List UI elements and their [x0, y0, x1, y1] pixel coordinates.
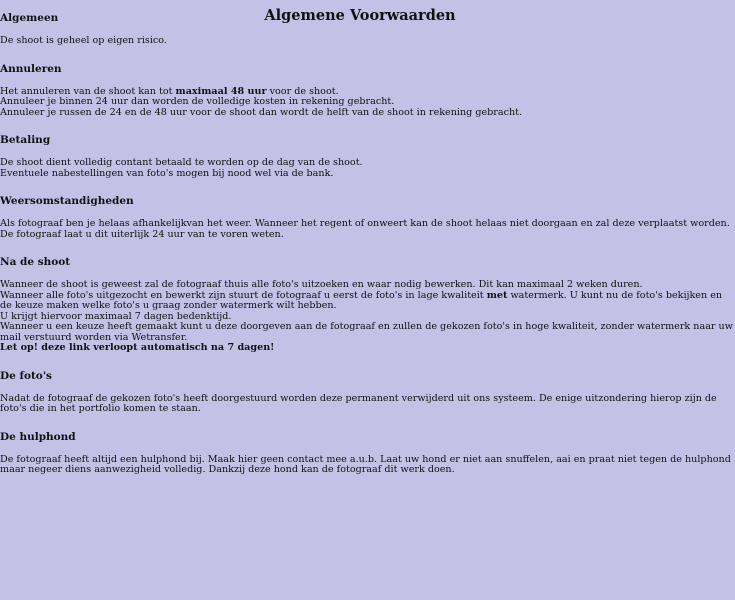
section-heading: Algemeen: [0, 12, 59, 24]
section-text: [0, 394, 733, 415]
section-heading: De foto's: [0, 369, 52, 382]
section-text: [0, 280, 733, 354]
section-text: [0, 158, 733, 179]
text-run: Eventuele nabestellingen van foto's mogen bij nood wel via de bank.: [0, 167, 334, 179]
page-title: Algemene Voorwaarden: [264, 7, 456, 24]
text-run: Als fotograaf ben je helaas afhankelijkvan het weer. Wanneer het regent of onweert kan de shoot helaas niet doorgaan en zal deze verplaatst worden. De fotograaf laat u dit uiterlijk 24 uur van te voren weten.: [0, 218, 730, 240]
emphasis-text: Let op! deze link verloopt automatisch na 7 dagen!: [0, 342, 275, 353]
text-run: De shoot dient volledig contant betaald te worden op de dag van de shoot.: [0, 157, 363, 168]
text-run: Annuleer je russen de 24 en de 48 uur voor de shoot dan wordt de helft van de shoot in rekening gebracht.: [0, 106, 523, 118]
text-run: voor de shoot.: [266, 85, 339, 97]
text-run: De fotograaf heeft altijd een hulphond bij. Maak hier geen contact mee a.u.b. Laat uw hond er niet aan snuffelen, aai en praat niet tegen de hulphond maar negeer diens aanwezigheid volledig. Dankzij deze hond kan de fotograaf dit werk doen.: [0, 453, 731, 475]
section-heading: Betaling: [0, 134, 51, 146]
section-text: [0, 455, 733, 476]
text-run: Annuleer je binnen 24 uur dan worden de volledige kosten in rekening gebracht.: [0, 96, 395, 107]
section-heading: Annuleren: [0, 62, 62, 75]
section-text: [0, 87, 733, 119]
emphasis-text: maximaal 48 uur: [175, 85, 267, 97]
section-heading: Na de shoot: [0, 256, 71, 268]
text-run: Wanneer de shoot is geweest zal de fotograaf thuis alle foto's uitzoeken en waar nodig bewerken. Dit kan maximaal 2 weken duren.: [0, 279, 643, 290]
terms-content: [0, 12, 733, 492]
text-run: De shoot is geheel op eigen risico.: [0, 35, 167, 46]
emphasis-text: met: [486, 289, 508, 301]
section-heading: Weersomstandigheden: [0, 195, 134, 207]
section-text: [0, 219, 733, 240]
text-run: Nadat de fotograaf de gekozen foto's heeft doorgestuurd worden deze permanent verwijderd uit ons systeem. De enige uitzondering hierop zijn de foto's die in het portfolio komen te staan.: [0, 392, 717, 414]
section-text: [0, 36, 733, 47]
section-heading: De hulphond: [0, 430, 76, 443]
text-run: Het annuleren van de shoot kan tot: [0, 85, 176, 97]
text-run: Wanneer alle foto's uitgezocht en bewerkt zijn stuurt de fotograaf u eerst de foto's in lage kwaliteit: [0, 289, 487, 301]
text-run: watermerk. U kunt nu de foto's bekijken en de keuze maken welke foto's u graag zonder watermerk wilt hebben.: [0, 289, 723, 311]
text-run: U krijgt hiervoor maximaal 7 dagen bedenktijd.: [0, 310, 232, 322]
text-run: Wanneer u een keuze heeft gemaakt kunt u deze doorgeven aan de fotograaf en zullen de gekozen foto's in hoge kwaliteit, zonder watermerk naar uw mail verstuurd worden via Wetransfer.: [0, 321, 733, 343]
